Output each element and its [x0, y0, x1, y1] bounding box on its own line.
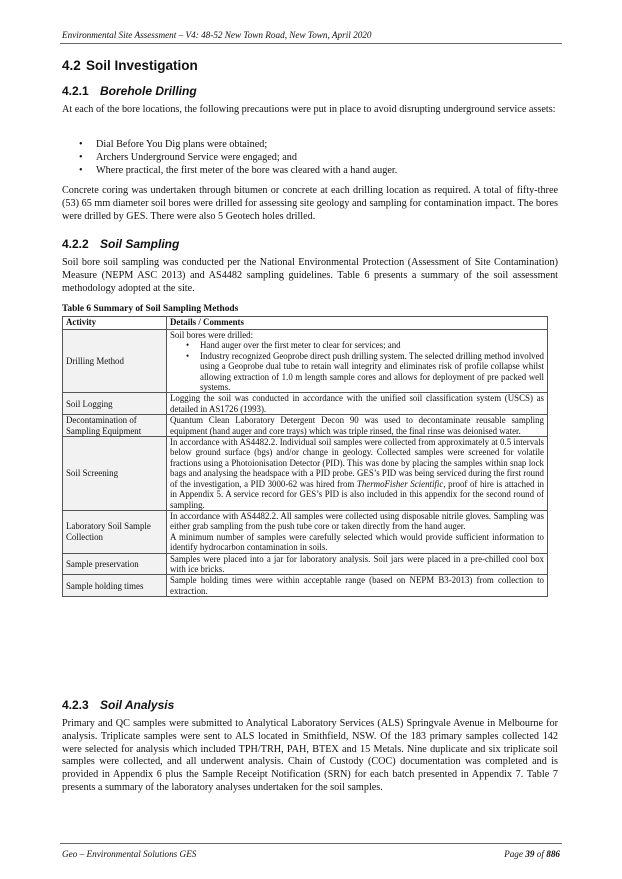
footer-company: Geo – Environmental Solutions GES: [62, 849, 197, 859]
table-row: [63, 510, 548, 553]
activity-cell: Sample holding times: [63, 575, 167, 597]
activity-cell: Soil Logging: [63, 393, 167, 415]
header-divider: [60, 43, 562, 44]
details-cell: [167, 330, 548, 393]
activity-cell: Soil Screening: [63, 437, 167, 511]
details-cell: Samples were placed into a jar for laboratory analysis. Soil jars were placed in a pre-chilled cool box with ice bricks.: [167, 553, 548, 575]
details-lead: Soil bores were drilled:: [170, 330, 254, 340]
drilling-bullets: [170, 340, 544, 392]
section-heading-4-2: 4.2 Soil Investigation: [62, 58, 198, 73]
activity-cell: Drilling Method: [63, 330, 167, 393]
list-item: • Archers Underground Service were engaged; and: [62, 151, 558, 164]
footer-divider: [60, 843, 562, 844]
table-row: [63, 575, 548, 597]
activity-cell: Decontamination of Sampling Equipment: [63, 415, 167, 437]
section-heading-4-2-1: 4.2.1 Borehole Drilling: [62, 84, 197, 98]
list-item: • Dial Before You Dig plans were obtained;: [62, 138, 558, 151]
activity-cell: Laboratory Soil Sample Collection: [63, 510, 167, 553]
table-caption: Table 6 Summary of Soil Sampling Methods: [62, 304, 239, 314]
table-row: [63, 393, 548, 415]
soil-sampling-methods-table: [62, 316, 548, 597]
column-header-activity: Activity: [63, 317, 167, 330]
section-heading-4-2-2: 4.2.2 Soil Sampling: [62, 237, 180, 251]
table-row: [63, 415, 548, 437]
table-row: [63, 437, 548, 511]
borehole-body: Concrete coring was undertaken through bitumen or concrete at each drilling location as required. A total of fifty-three (53) 65 mm diameter soil bores were drilled for assessing site geology and sampling for contamination impact. The bores were drilled by GES. There were also 5 Geotech holes drilled.: [62, 185, 558, 222]
list-item: • Industry recognized Geoprobe direct push drilling system. The selected drilling method involved using a Geoprobe dual tube to retain wall integrity and eliminates risk of profile collapse whilst allowing extraction of 1.0 m length sample cores and allows for deployment of pre packed well systems.: [170, 351, 544, 393]
details-cell: [167, 510, 548, 553]
running-header: Environmental Site Assessment – V4: 48-52 New Town Road, New Town, April 2020: [62, 30, 372, 40]
details-cell: In accordance with AS4482.2. Individual soil samples were collected from approximately at 0.5 intervals below ground surface (bgs) and/or change in geology. Collected samples were screened for volatile fractions using a Photoionisation Detector (PID). This was done by placing the samples within snap lock bags and analysing the headspace with a PID probe. GES’s PID was being serviced during the first round of the investigation, a PID 3000-62 was hired from ThermoFisher Scientific, proof of hire is attached in in Appendix 5. A service record for GES’s PID is also included in this appendix for the second round of sampling.: [167, 437, 548, 511]
details-cell: Sample holding times were within acceptable range (based on NEPM B3-2013) from collection to extraction.: [167, 575, 548, 597]
soil-sampling-body: Soil bore soil sampling was conducted per the National Environmental Protection (Assessment of Site Contamination) Measure (NEPM ASC 2013) and AS4482 sampling guidelines. Table 6 presents a summary of the soil assessment methodology adopted at the site.: [62, 257, 558, 294]
details-paragraph: In accordance with AS4482.2. All samples were collected using disposable nitrile gloves. Sampling was either grab sampling from the push tube core or taken directly from the hand auger.: [170, 510, 544, 532]
borehole-intro: At each of the bore locations, the following precautions were put in place to avoid disrupting underground service assets:: [62, 104, 556, 115]
soil-analysis-body: Primary and QC samples were submitted to Analytical Laboratory Services (ALS) Springvale Avenue in Melbourne for analysis. Triplicate samples were sent to ALS located in Smithfield, NSW. Of the 183 primary samples collected 142 were selected for analysis which included TPH/TRH, PAH, BTEX and 15 Metals. Nine duplicate and six triplicate soil samples were collected, and all underwent analysis. Chain of Custody (COC) documentation was completed and is provided in Appendix 6 plus the Sample Receipt Notification (SRN) for each batch presented in Appendix 7. Table 7 presents a summary of the laboratory analyses undertaken for the soil samples.: [62, 718, 558, 793]
table-row: [63, 553, 548, 575]
activity-cell: Sample preservation: [63, 553, 167, 575]
details-cell: Logging the soil was conducted in accordance with the unified soil classification system (USCS) as detailed in AS1726 (1993).: [167, 393, 548, 415]
list-item: • Where practical, the first meter of the bore was cleared with a hand auger.: [62, 164, 558, 177]
thermofisher-italic: ThermoFisher Scientific: [356, 478, 444, 489]
details-paragraph: A minimum number of samples were carefully selected which would provide sufficient information to identify hydrocarbon contamination in soils.: [170, 531, 544, 553]
table-header-row: [63, 317, 548, 330]
section-heading-4-2-3: 4.2.3 Soil Analysis: [62, 698, 175, 712]
precautions-list: [62, 138, 558, 178]
table-row: [63, 330, 548, 393]
page-number: Page 39 of 886: [504, 849, 560, 859]
list-item: • Hand auger over the first meter to clear for services; and: [170, 340, 544, 350]
column-header-details: Details / Comments: [167, 317, 548, 330]
details-cell: Quantum Clean Laboratory Detergent Decon 90 was used to decontaminate reusable sampling equipment (hand auger and core trays) which was triple rinsed, the final rinse was deionised water.: [167, 415, 548, 437]
